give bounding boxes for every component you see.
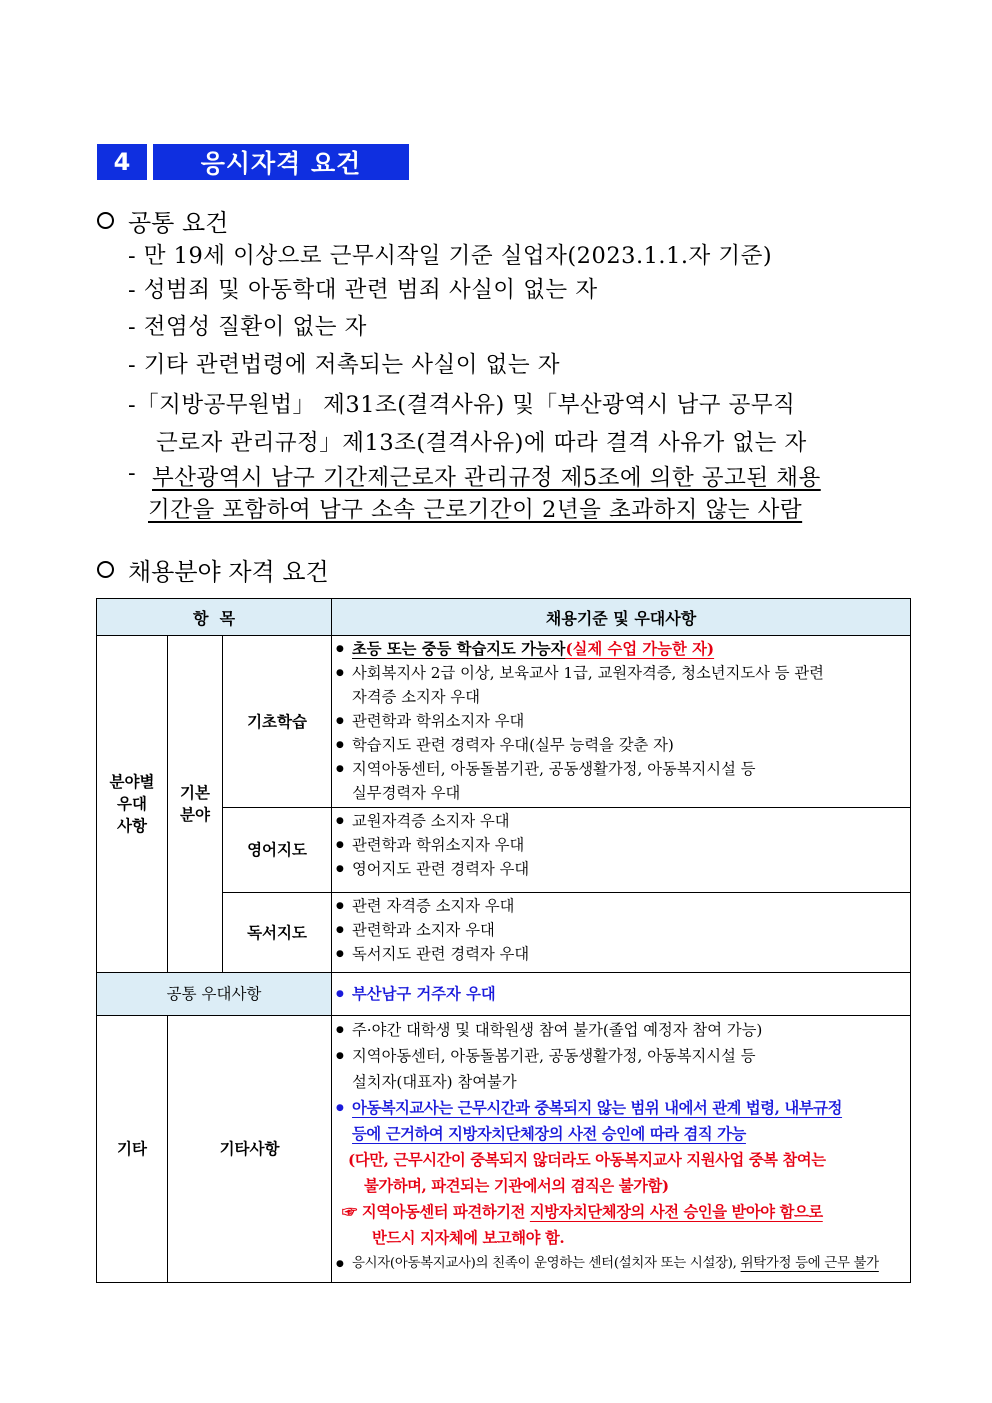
- list-item: ● 응시자(아동복지교사)의 친족이 운영하는 센터(설치자 또는 시설장), 위탁가정 등에 근무 불가: [336, 1251, 906, 1277]
- list-item: ● 교원자격증 소지자 우대: [336, 809, 906, 833]
- list-item: ● 독서지도 관련 경력자 우대: [336, 942, 906, 966]
- list-item: ● 초등 또는 중등 학습지도 가능자(실제 수업 가능한 자): [336, 637, 906, 661]
- common-heading: 공통 요건: [97, 203, 228, 238]
- list-item: ● 관련학과 학위소지자 우대: [336, 709, 906, 733]
- basic-label: 기초학습: [223, 636, 332, 808]
- reading-label: 독서지도: [223, 893, 332, 973]
- reading-criteria: [332, 893, 911, 973]
- common-item: - 기타 관련법령에 저촉되는 사실이 없는 자: [128, 352, 561, 378]
- header-criteria: 채용기준 및 우대사항: [332, 599, 911, 636]
- list-item: ● 부산남구 거주자 우대: [336, 982, 906, 1006]
- etc-note: (다만, 근무시간이 중복되지 않더라도 아동복지교사 지원사업 중복 참여는 불가하며, 파견되는 기관에서의 겸직은 불가함): [348, 1151, 826, 1195]
- circle-bullet-icon: [97, 212, 114, 229]
- etc-label: 기타: [97, 1016, 168, 1283]
- list-item: ● 관련 자격증 소지자 우대: [336, 894, 906, 918]
- common-item-underlined: 부산광역시 남구 기간제근로자 관리규정 제5조에 의한 공고된 채용: [152, 465, 821, 491]
- common-item: - 성범죄 및 아동학대 관련 범죄 사실이 없는 자: [128, 277, 598, 303]
- list-item: ● 관련학과 소지자 우대: [336, 918, 906, 942]
- english-criteria: [332, 808, 911, 893]
- english-label: 영어지도: [223, 808, 332, 893]
- header-item: 항 목: [97, 599, 332, 636]
- common-item: - 전염성 질환이 없는 자: [128, 314, 367, 340]
- list-item: ● 아동복지교사는 근무시간과 중복되지 않는 범위 내에서 관계 법령, 내부규정 등에 근거하여 지방자치단체장의 사전 승인에 따라 겸직 가능: [336, 1095, 906, 1147]
- basic-criteria: [332, 636, 911, 808]
- group-label: 분야별 우대 사항: [97, 636, 168, 973]
- list-item: ● 지역아동센터, 아동돌봄기관, 공동생활가정, 아동복지시설 등 설치자(대표자) 참여불가: [336, 1043, 906, 1095]
- etc-sub-label: 기타사항: [168, 1016, 332, 1283]
- common-item: - 만 19세 이상으로 근무시작일 기준 실업자(2023.1.1.자 기준): [128, 243, 773, 269]
- circle-bullet-icon: [97, 561, 114, 578]
- common-item-dash: -: [128, 460, 137, 486]
- list-item: ● 관련학과 학위소지자 우대: [336, 833, 906, 857]
- common-item: -「지방공무원법」 제31조(결격사유) 및「부산광역시 남구 공무직: [128, 392, 796, 418]
- common-item-underlined-cont: 기간을 포함하여 남구 소속 근로기간이 2년을 초과하지 않는 사람: [148, 497, 803, 523]
- etc-note-2: ☞ 지역아동센터 파견하기전 지방자치단체장의 사전 승인을 받아야 함으로 반드시 지자체에 보고해야 함.: [342, 1203, 823, 1247]
- common-pref-criteria: [332, 973, 911, 1016]
- common-pref-label: 공통 우대사항: [97, 973, 332, 1016]
- pointing-hand-icon: ☞: [342, 1203, 357, 1221]
- subgroup-label: 기본 분야: [168, 636, 223, 973]
- list-item: ● 영어지도 관련 경력자 우대: [336, 857, 906, 881]
- requirements-table: [96, 598, 911, 1283]
- common-item-cont: 근로자 관리규정」제13조(결격사유)에 따라 결격 사유가 없는 자: [156, 430, 807, 456]
- list-item: ● 주·야간 대학생 및 대학원생 참여 불가(졸업 예정자 참여 가능): [336, 1017, 906, 1043]
- section-title: 응시자격 요건: [153, 144, 409, 180]
- section-number: 4: [97, 144, 147, 180]
- list-item: ● 사회복지사 2급 이상, 보육교사 1급, 교원자격증, 청소년지도사 등 관련 자격증 소지자 우대: [336, 661, 906, 709]
- etc-criteria: [332, 1016, 911, 1283]
- list-item: ● 학습지도 관련 경력자 우대(실무 능력을 갖춘 자): [336, 733, 906, 757]
- field-heading: 채용분야 자격 요건: [97, 552, 329, 587]
- list-item: ● 지역아동센터, 아동돌봄기관, 공동생활가정, 아동복지시설 등 실무경력자 우대: [336, 757, 906, 805]
